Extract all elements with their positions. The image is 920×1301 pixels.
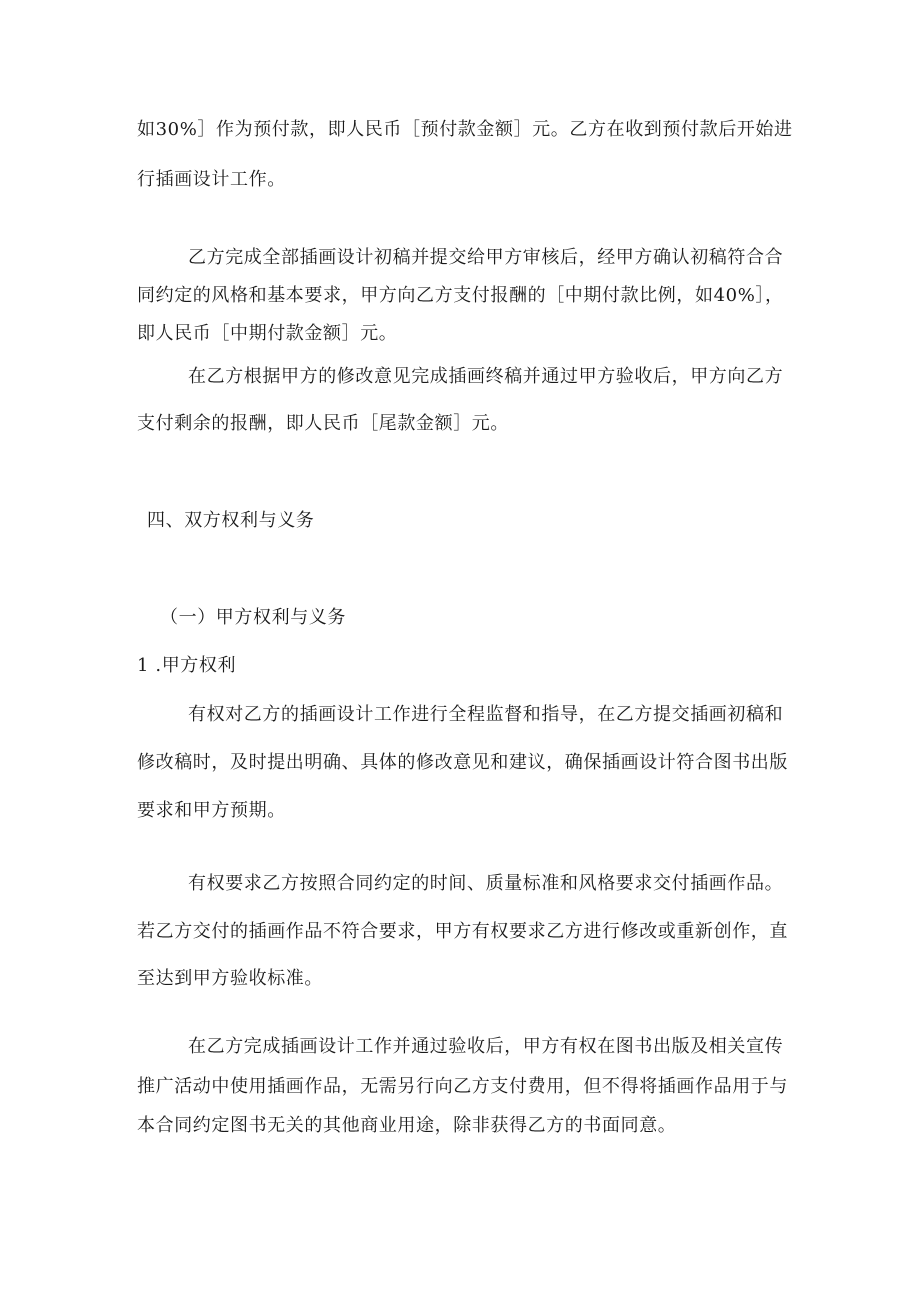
text-line: 修改稿时，及时提出明确、具体的修改意见和建议，确保插画设计符合图书出版 [137, 752, 788, 773]
subsection-heading: （一）甲方权利与义务 [160, 607, 346, 628]
item-heading: 1 .甲方权利 [137, 655, 237, 676]
text-line: 有权对乙方的插画设计工作进行全程监督和指导，在乙方提交插画初稿和 [188, 704, 784, 725]
text-line: 本合同约定图书无关的其他商业用途，除非获得乙方的书面同意。 [137, 1115, 677, 1136]
text-line: 即人民币［中期付款金额］元。 [137, 323, 398, 344]
text-line: 乙方完成全部插画设计初稿并提交给甲方审核后，经甲方确认初稿符合合 [188, 247, 784, 268]
text-line: 要求和甲方预期。 [137, 800, 286, 821]
text-line: 同约定的风格和基本要求，甲方向乙方支付报酬的［中期付款比例，如40%］， [137, 285, 784, 306]
text-line: 行插画设计工作。 [137, 169, 286, 190]
text-line: 若乙方交付的插画作品不符合要求，甲方有权要求乙方进行修改或重新创作，直 [137, 921, 788, 942]
text-line: 至达到甲方验收标准。 [137, 968, 323, 989]
text-line: 在乙方根据甲方的修改意见完成插画终稿并通过甲方验收后，甲方向乙方 [188, 366, 784, 387]
text-line: 支付剩余的报酬，即人民币［尾款金额］元。 [137, 413, 509, 434]
text-line: 如30%］作为预付款，即人民币［预付款金额］元。乙方在收到预付款后开始进 [137, 119, 793, 140]
text-line: 推广活动中使用插画作品，无需另行向乙方支付费用，但不得将插画作品用于与 [137, 1076, 788, 1097]
text-line: 有权要求乙方按照合同约定的时间、质量标准和风格要求交付插画作品。 [188, 873, 784, 894]
section-heading: 四、双方权利与义务 [147, 510, 315, 531]
text-line: 在乙方完成插画设计工作并通过验收后，甲方有权在图书出版及相关宣传 [188, 1036, 784, 1057]
